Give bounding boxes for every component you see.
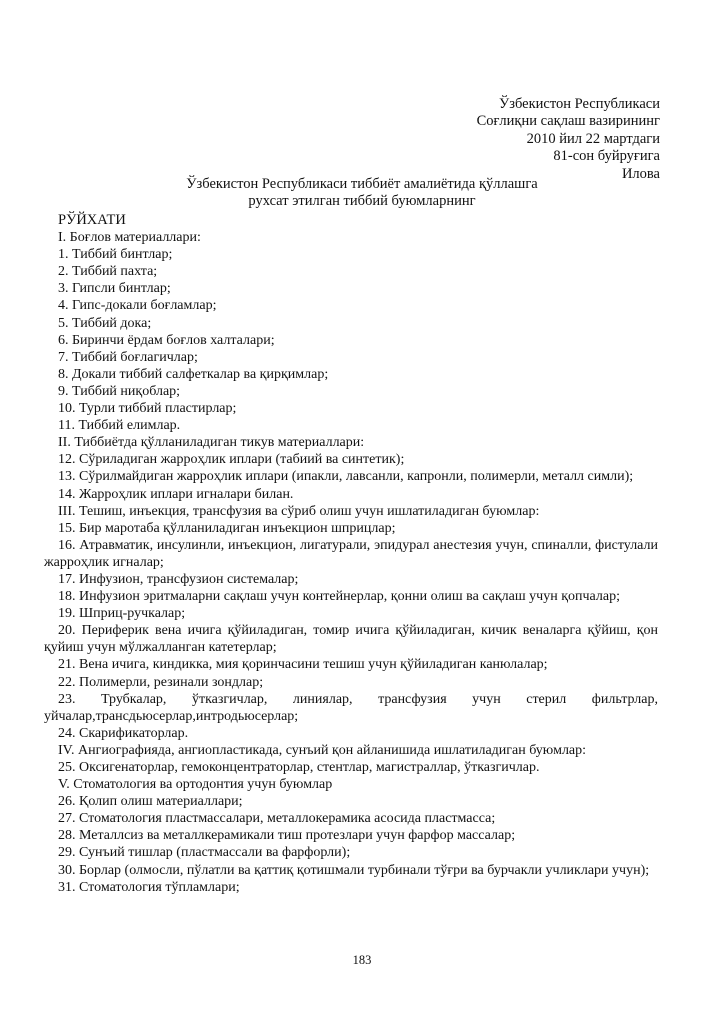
section-heading: I. Боғлов материаллари: [58,230,201,246]
title-line: Ўзбекистон Республикаси тиббиёт амалиётида қўллашга [186,176,538,192]
header-line: 2010 йил 22 мартдаги [526,130,660,147]
list-item: 20. Периферик вена ичига қўйиладиган, томир ичига қўйиладиган, кичик веналарга қўйиш, қон қуйиш учун мўлжалланган катетерлар; [44,623,658,656]
document-title [0,176,724,211]
page-number: 183 [352,953,372,967]
list-item: 18. Инфузион эритмаларни сақлаш учун контейнерлар, қонни олиш ва сақлаш учун қопчалар; [58,589,620,605]
list-item: 1. Тиббий бинтлар; [58,247,173,263]
list-item: 17. Инфузион, трансфузион системалар; [58,571,299,587]
section-heading: V. Стоматология ва ортодонтия учун буюмлар [58,777,333,793]
list-item: 25. Оксигенаторлар, гемоконцентраторлар, стентлар, магистраллар, ўтказгичлар. [58,760,540,775]
list-item: 30. Борлар (олмосли, пўлатли ва қаттиқ қотишмали турбинали тўғри ва бурчакли учликлари учун); [58,862,650,878]
list-item: 29. Сунъий тишлар (пластмассали ва фарфорли); [58,845,351,861]
document-body [44,212,658,896]
header-line: Соғлиқни сақлаш вазирининг [476,113,660,130]
list-item: 22. Полимерли, резинали зондлар; [58,674,264,690]
list-item: 6. Биринчи ёрдам боғлов халталари; [58,332,275,348]
list-item: 15. Бир маротаба қўлланиладиган инъекцион шприцлар; [58,520,396,536]
section-heading: II. Тиббиётда қўлланиладиган тикув материаллари: [58,435,365,451]
section-heading: III. Тешиш, инъекция, трансфузия ва сўриб олиш учун ишлатиладиган буюмлар: [58,503,540,519]
title-line: рухсат этилган тиббий буюмларнинг [248,193,476,210]
list-item: 4. Гипс-докали боғламлар; [58,298,217,314]
approval-header [477,96,660,183]
section-heading: IV. Ангиографияда, ангиопластикада, сунъий қон айланишида ишлатиладиган буюмлар: [58,742,587,758]
list-item: 10. Турли тиббий пластирлар; [58,401,237,417]
list-item: 16. Атравматик, инсулинли, инъекцион, лигатурали, эпидурал анестезия учун, спиналли, фистулали жарроҳлик игналар; [44,537,658,570]
list-item: 13. Сўрилмайдиган жарроҳлик иплари (ипакли, лавсанли, капронли, полимерли, металл симли); [58,469,634,485]
list-item: 8. Докали тиббий салфеткалар ва қирқимлар; [58,366,329,382]
list-item: 2. Тиббий пахта; [58,264,158,280]
list-item: 21. Вена ичига, киндикка, мия қоринчасини тешиш учун қўйиладиган канюлалар; [58,657,548,673]
list-item: 23. Трубкалар, ўтказгичлар, линиялар, трансфузия учун стерил фильтрлар, уйчалар,трансдьюсерлар,интродьюсерлар; [44,691,658,724]
list-item: 31. Стоматология тўпламлари; [58,879,240,895]
header-line: Илова [621,165,660,182]
list-item: 12. Сўриладиган жарроҳлик иплари (табиий ва синтетик); [58,452,405,468]
list-item: 24. Скарификаторлар. [58,725,189,741]
list-item: 5. Тиббий дока; [58,315,152,331]
list-item: 3. Гипсли бинтлар; [58,281,171,297]
list-item: 28. Металлсиз ва металлкерамикали тиш протезлари учун фарфор массалар; [58,828,516,844]
header-line: 81-сон буйруғига [553,148,660,165]
list-item: 19. Шприц-ручкалар; [58,606,186,622]
list-item: 26. Қолип олиш материаллари; [58,794,243,810]
list-item: 7. Тиббий боғлагичлар; [58,349,198,365]
list-item: 11. Тиббий елимлар. [58,418,181,434]
header-line: Ўзбекистон Республикаси [498,96,660,112]
list-item: 9. Тиббий ниқоблар; [58,383,181,399]
list-heading: РЎЙХАТИ [58,212,126,228]
list-item: 14. Жарроҳлик иплари игналари билан. [58,486,294,502]
list-item: 27. Стоматология пластмассалари, металлокерамика асосида пластмасса; [58,811,496,827]
